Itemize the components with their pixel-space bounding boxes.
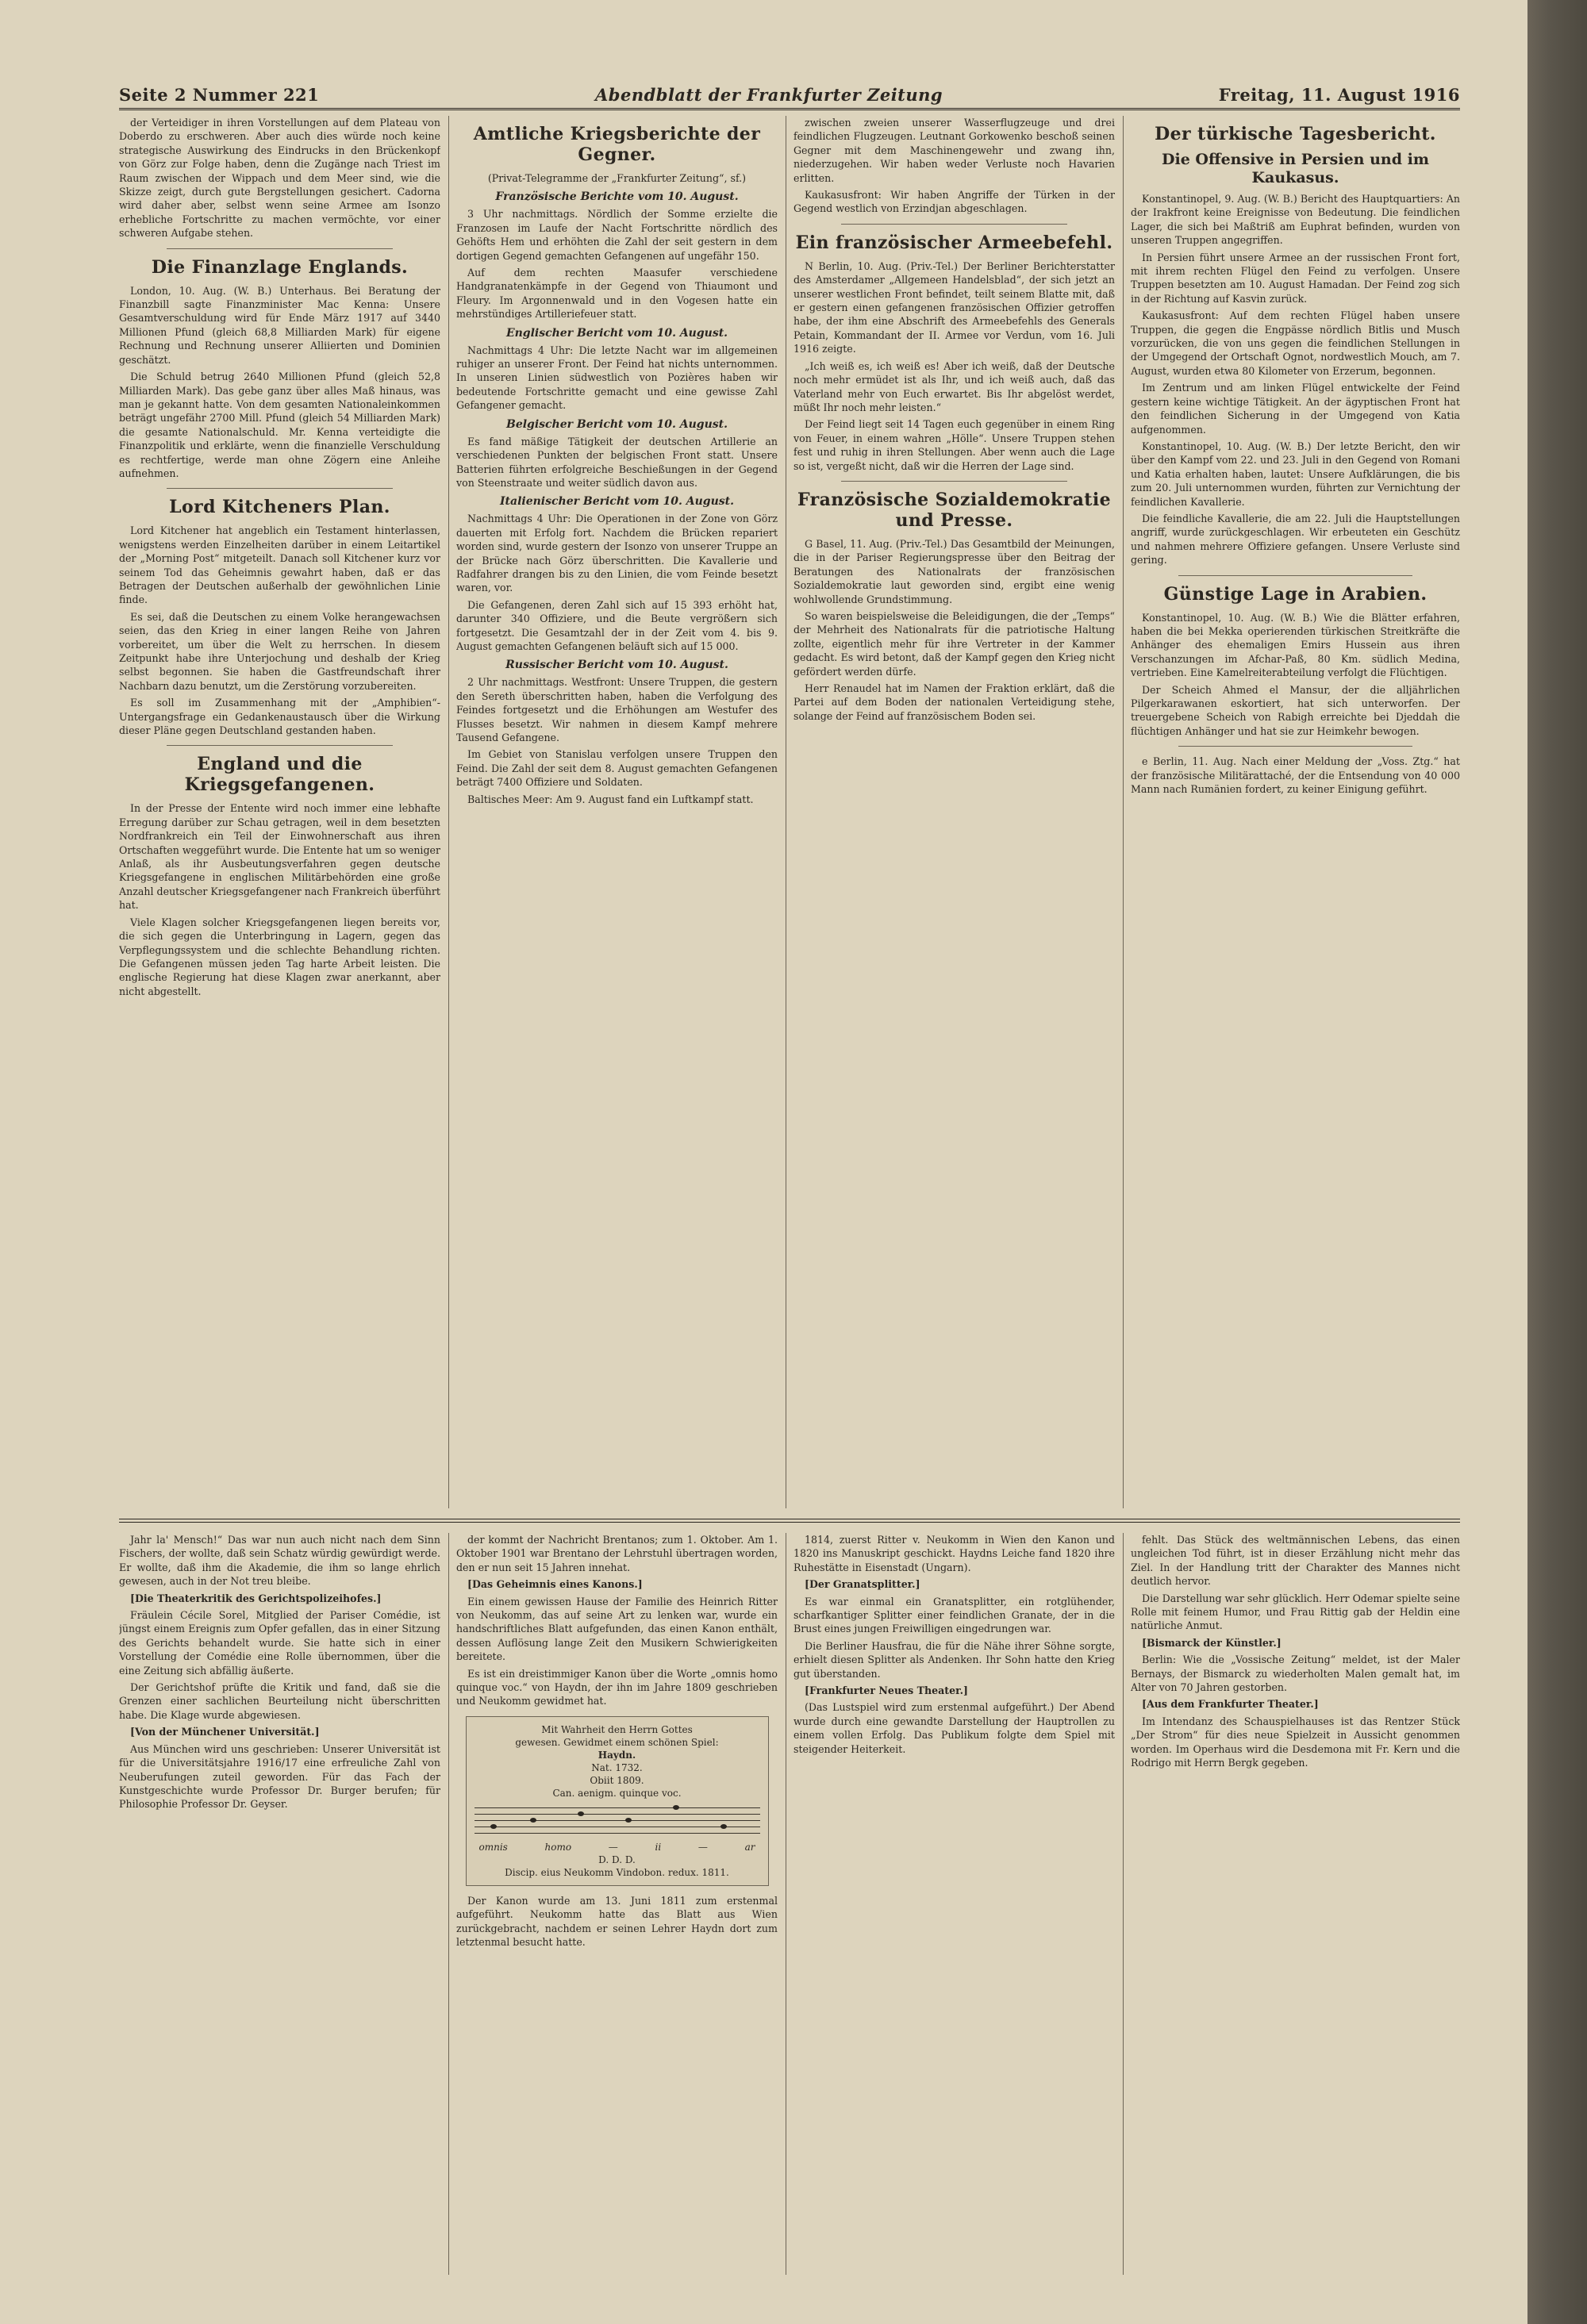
divider — [1178, 575, 1412, 576]
paragraph: Konstantinopel, 9. Aug. (W. B.) Bericht des Hauptquartiers: An der Irakfront keine Ereignisse von Bedeutung. Die feindlichen Lager, die sich bei Maßtriß am Euphrat befinden, wurden von unseren Truppen angegriffen. — [1131, 193, 1460, 247]
paragraph: In Persien führt unsere Armee an der russischen Front fort, mit ihrem rechten Flügel den Feind zu verfolgen. Unsere Truppen besetzten am 10. August Hamadan. Der Feind zog sich in der Richtung auf Kasvin zurück. — [1131, 251, 1460, 305]
paragraph: Im Zentrum und am linken Flügel entwickelte der Feind gestern keine wichtige Tätigkeit. An der ägyptischen Front hat den feindlichen Sicherung in der Umgegend von Katia aufgenommen. — [1131, 382, 1460, 436]
divider — [841, 481, 1067, 482]
lyric: homo — [544, 1841, 572, 1853]
paragraph: Aus München wird uns geschrieben: Unserer Universität ist für die Universitätsjahre 1916/17 eine erfreuliche Zahl von Neuberufungen zuteil geworden. Für das Fach der Kunstgeschichte wurde Professor Dr. Burger berufen; für Philosophie Professor Dr. Geyser. — [119, 1742, 440, 1811]
music-signature: D. D. D. — [598, 1853, 636, 1865]
section-heading-russian: Russischer Bericht vom 10. August. — [505, 659, 728, 672]
section-heading-italian: Italienischer Bericht vom 10. August. — [500, 495, 734, 509]
item-heading: [Das Geheimnis eines Kanons.] — [467, 1578, 643, 1591]
paragraph: Die Gefangenen, deren Zahl sich auf 15 393 erhöht hat, darunter 340 Offiziere, und die Beute vergrößern sich fortgesetzt. Die Gesamtzahl der in der Zeit vom 4. bis 9. August gemachten Gefangenen beläuft sich auf 15 000. — [456, 598, 778, 652]
paragraph: Ein einem gewissen Hause der Familie des Heinrich Ritter von Neukomm, das auf seine Art zu lenken war, wurde ein handschriftliches Blatt aufgefunden, das einen Kanon enthält, dessen Auflösung lange Zeit den Musikern Schwierigkeiten bereitete. — [456, 1595, 778, 1663]
paragraph — [456, 1577, 778, 1591]
paragraph: London, 10. Aug. (W. B.) Unterhaus. Bei Beratung der Finanzbill sagte Finanzminister Mac Kenna: Unsere Gesamtverschuldung wird für Ende März 1917 auf 3440 Millionen Pfund (gleich 68,8 Milliarden Mark) für eigene Rechnung und Rechnung unserer Alliierten und Dominien geschätzt. — [119, 284, 440, 366]
column-rule — [1123, 116, 1124, 1508]
paragraph: Es ist ein dreistimmiger Kanon über die Worte „omnis homo quinque voc.“ von Haydn, der ihn im Jahre 1809 geschrieben und Neukomm gewidmet hat. — [456, 1667, 778, 1707]
paragraph — [794, 1577, 1115, 1591]
headline-tuerkischer-bericht: Der türkische Tagesbericht. — [1155, 124, 1436, 144]
paragraph: Der Gerichtshof prüfte die Kritik und fand, daß sie die Grenzen einer sachlichen Beurteilung nicht überschritten habe. Die Klage wurde abgewiesen. — [119, 1681, 440, 1721]
paragraph: Baltisches Meer: Am 9. August fand ein Luftkampf statt. — [467, 793, 754, 805]
headline-finanzlage: Die Finanzlage Englands. — [151, 256, 409, 278]
music-caption-line: Nat. 1732. — [591, 1761, 643, 1773]
paragraph: Jahr la' Mensch!“ Das war nun auch nicht nach dem Sinn Fischers, der wollte, daß sein Schatz würdig gewürdigt werde. Er wollte, daß ihm die Akademie, die ihm so lange ehrlich gewesen, auch in der Not treu bleibe. — [119, 1534, 440, 1588]
music-staff — [475, 1804, 760, 1836]
column-rule — [1123, 1533, 1124, 2275]
divider — [167, 488, 393, 489]
feuilleton-column-2 — [456, 1533, 778, 2275]
column-rule — [448, 116, 449, 1508]
lyric: ii — [655, 1841, 662, 1853]
paragraph: Viele Klagen solcher Kriegsgefangenen liegen bereits vor, die sich gegen die Unterbringung in Lagern, gegen das Verpflegungssystem und die schlechte Behandlung richten. Die Gefangenen müssen jeden Tag harte Arbeit leisten. Die englische Regierung hat diese Klagen zwar anerkannt, aber nicht abgestellt. — [119, 916, 440, 997]
item-heading: [Aus dem Frankfurter Theater.] — [1142, 1698, 1319, 1711]
paragraph: Die Schuld betrug 2640 Millionen Pfund (gleich 52,8 Milliarden Mark). Das gebe ganz über alles Maß hinaus, was man je gekannt hatte. Von dem gesamten Nationaleinkommen beträgt ungefähr 2700 Mill. Pfund (gleich 54 Milliarden Mark) die gesamte Nationalschuld. Mr. Kenna verteidigte die Finanzpolitik und erklärte, wenn die finanzielle Verschuldung es rechtfertige, werde man ohne Zögern eine Anleihe aufnehmen. — [119, 371, 440, 479]
paragraph: Im Gebiet von Stanislau verfolgen unsere Truppen den Feind. Die Zahl der seit dem 8. August gemachten Gefangenen beträgt 7400 Offiziere und Soldaten. — [456, 748, 778, 789]
paragraph: Es war einmal ein Granatsplitter, ein rotglühender, scharfkantiger Splitter einer feindlichen Granate, der in die Brust eines jungen Freiwilligen eingedrungen war. — [794, 1595, 1115, 1635]
lyric: — — [697, 1841, 708, 1853]
paragraph: Die Darstellung war sehr glücklich. Herr Odemar spielte seine Rolle mit feinem Humor, und Frau Rittig gab der Heldin eine natürliche Anmut. — [1131, 1592, 1460, 1632]
paragraph: 3 Uhr nachmittags. Nördlich der Somme erzielte die Franzosen im Laufe der Nacht Fortschritte nördlich des Gehöfts Hem und erhöhten die Zahl der seit gestern in dem dortigen Gegend gemachten Gefangenen auf ungefähr 150. — [456, 208, 778, 262]
feuilleton-column-3 — [794, 1533, 1115, 2275]
paragraph — [119, 1725, 440, 1738]
masthead — [119, 81, 1460, 110]
paragraph: Die feindliche Kavallerie, die am 22. Juli die Hauptstellungen angriff, wurde zurückgeschlagen. Wir erbeuteten ein Geschütz und nahmen mehrere Offiziere gefangen. Unsere Verluste sind gering. — [1131, 512, 1460, 567]
paragraph: Nachmittags 4 Uhr: Die letzte Nacht war im allgemeinen ruhiger an unserer Front. Der Feind hat nichts unternommen. In unseren Linien südwestlich von Pozières haben wir bedeutende Fortschritte gemacht und eine gewisse Zahl Gefangener gemacht. — [456, 344, 778, 412]
divider — [841, 224, 1067, 225]
headline-sozialdemokratie: Französische Sozialdemokratie und Presse. — [797, 489, 1111, 531]
music-caption-line: Mit Wahrheit den Herrn Gottes — [541, 1723, 693, 1735]
paragraph: Auf dem rechten Maasufer verschiedene Handgranatenkämpfe in der Gegend von Thiaumont und Fleury. Im Argonnenwald und in den Vogesen hatte ein mehrstündiges Artilleriefeuer statt. — [456, 267, 778, 321]
paragraph: Herr Renaudel hat im Namen der Fraktion erklärt, daß die Partei auf dem Boden der nationalen Verteidigung stehe, solange der Feind auf französischem Boden sei. — [794, 682, 1115, 722]
paragraph: Berlin: Wie die „Vossische Zeitung“ meldet, ist der Maler Bernays, der Bismarck zu wiederholten Malen gemalt hat, im Alter von 70 Jahren gestorben. — [1131, 1654, 1460, 1694]
paragraph: fehlt. Das Stück des weltmännischen Lebens, das einen ungleichen Tod führt, ist in dieser Erzählung nicht mehr das Ziel. In der Handlung tritt der Charakter des Mannes nicht deutlich hervor. — [1131, 1534, 1460, 1588]
page-content — [119, 81, 1460, 2275]
paragraph: Lord Kitchener hat angeblich ein Testament hinterlassen, wenigstens werden Einzelheiten darüber in einem Leitartikel der „Morning Post“ mitgeteilt. Danach soll Kitchener kurz vor seinem Tod das Geheimnis gewahrt haben, daß er das Betragen der Deutschen außerhalb der gewöhnlichen Linie finde. — [119, 524, 440, 606]
paragraph: (Das Lustspiel wird zum erstenmal aufgeführt.) Der Abend wurde durch eine gewandte Darstellung der Hauptrollen zu einem vollen Erfolg. Das Publikum folgte dem Spiel mit steigender Heiterkeit. — [794, 1701, 1115, 1755]
item-heading: [Bismarck der Künstler.] — [1142, 1636, 1282, 1649]
divider — [1178, 746, 1412, 747]
headline-arabien: Günstige Lage in Arabien. — [1163, 583, 1428, 605]
headline-kriegsgefangene: England und die Kriegsgefangenen. — [184, 754, 375, 796]
headline-kriegsberichte: Amtliche Kriegsberichte der Gegner. — [473, 124, 761, 165]
paragraph: „Ich weiß es, ich weiß es! Aber ich weiß, daß der Deutsche noch mehr ermüdet ist als Ihr, und ich weiß auch, daß das Vaterland mehr von Euch erwartet. Bis Ihr abgelöst werdet, müßt Ihr noch mehr leisten.“ — [794, 359, 1115, 413]
column-1 — [119, 116, 440, 1508]
item-heading: [Von der Münchener Universität.] — [130, 1726, 320, 1738]
item-heading: [Die Theaterkritik des Gerichtspolizeihofes.] — [130, 1592, 382, 1604]
paragraph: der kommt der Nachricht Brentanos; zum 1. Oktober. Am 1. Oktober 1901 war Brentano der Lehrstuhl übertragen worden, den er nun seit 15 Jahren innehat. — [456, 1534, 778, 1573]
item-heading: [Der Granatsplitter.] — [805, 1578, 920, 1591]
scan-margin — [1527, 0, 1587, 2324]
music-canon-figure — [466, 1716, 769, 1886]
paragraph — [1131, 1636, 1460, 1650]
headline-kitchener: Lord Kitcheners Plan. — [169, 497, 390, 518]
paragraph: 2 Uhr nachmittags. Westfront: Unsere Truppen, die gestern den Sereth überschritten haben, haben die Verfolgung des Feindes fortgesetzt und die Erhöhungen am Westufer des Flusses besetzt. Wir nahmen in diesem Kampf mehrere Tausend Gefangene. — [456, 676, 778, 743]
article-continuation: zwischen zweien unserer Wasserflugzeuge und drei feindlichen Flugzeugen. Leutnant Gorkowenko beschoß seinen Gegner mit dem Maschinengewehr und zwang ihn, niederzugehen. Wir haben weder Verluste noch Havarien erlitten. — [794, 117, 1115, 184]
feuilleton-column-1 — [119, 1533, 440, 2275]
column-2 — [456, 116, 778, 1508]
paragraph: Es soll im Zusammenhang mit der „Amphibien“-Untergangsfrage ein Gedankenaustausch über die Wirkung dieser Pläne gegen Deutschland gestanden haben. — [119, 697, 440, 737]
paragraph: Konstantinopel, 10. Aug. (W. B.) Wie die Blätter erfahren, haben die bei Mekka operierenden türkischen Streitkräfte die Anhänger des ehemaligen Emirs Hussein aus ihren Verschanzungen im Afchar-Paß, 80 Km. südlich Medina, vertrieben. Eine Kamelreiterabteilung verfolgt die Flüchtigen. — [1131, 611, 1460, 679]
paragraph — [794, 1684, 1115, 1697]
paragraph: Konstantinopel, 10. Aug. (W. B.) Der letzte Bericht, den wir über den Kampf vom 22. und 23. Juli in den Gegend von Romani und Katia erhalten haben, lautet: Unsere Aufklärungen, die bis zum 20. Juli unternommen wurden, führten zur Vernichtung der feindlichen Kavallerie. — [1131, 440, 1460, 508]
paragraph: Kaukasusfront: Auf dem rechten Flügel haben unsere Truppen, die gegen die Engpässe nördlich Bitlis und Musch vorzurücken, die von uns gegen die feindlichen Stellungen in der Umgegend der Ortschaft Ognot, nordwestlich Mouch, am 7. August, wurden etwa 80 Kilometer von Erzerum, begonnen. — [1131, 309, 1460, 377]
headline-armeebefehl: Ein französischer Armeebefehl. — [795, 232, 1113, 253]
feuilleton-rule — [119, 1519, 1460, 1523]
divider — [167, 745, 393, 746]
paragraph: So waren beispielsweise die Beleidigungen, die der „Temps“ der Mehrheit des Nationalrats für die patriotische Haltung zollte, eigentlich mehr für ihre Vertreter in der Kammer gedacht. Es wird betont, daß der Kampf gegen den Krieg nicht gefördert werden dürfe. — [794, 609, 1115, 678]
paragraph: N Berlin, 10. Aug. (Priv.-Tel.) Der Berliner Berichterstatter des Amsterdamer „Allgemeen Handelsblad“, der sich jetzt an unserer westlichen Front befindet, teilt seinem Blatte mit, daß er gestern einen gefangenen französischen Offizier getroffen habe, der ihm eine Abschrift des Armeebefehls des Generals Petain, Kommandant der II. Armee vor Verdun, vom 16. Juli 1916 zeigte. — [794, 259, 1115, 355]
lyric: ar — [744, 1841, 755, 1853]
subheadline: (Privat-Telegramme der „Frankfurter Zeitung“, sf.) — [487, 172, 747, 184]
paragraph: Fräulein Cécile Sorel, Mitglied der Pariser Comédie, ist jüngst einem Ereignis zum Opfer gefallen, das in einer Sitzung des Gerichts behandelt wurde. Sie hatte sich in einer Vorstellung der Comédie eine Rolle übernommen, über die eine Zeitung sich abfällig äußerte. — [119, 1609, 440, 1677]
paragraph: Es fand mäßige Tätigkeit der deutschen Artillerie an verschiedenen Punkten der belgischen Front statt. Unsere Batterien führten erfolgreiche Beschießungen in der Gegend von Steenstraate und weiter südlich davon aus. — [456, 435, 778, 489]
paragraph — [1131, 1697, 1460, 1711]
paragraph: Die Berliner Hausfrau, die für die Nähe ihrer Söhne sorgte, erhielt diesen Splitter als Andenken. Ihr Sohn hatte den Krieg gut überstanden. — [794, 1639, 1115, 1680]
paragraph: Kaukasusfront: Wir haben Angriffe der Türken in der Gegend westlich von Erzindjan abgeschlagen. — [794, 189, 1115, 215]
masthead-title: Abendblatt der Frankfurter Zeitung — [594, 85, 943, 105]
paragraph: Nachmittags 4 Uhr: Die Operationen in der Zone von Görz dauerten mit Erfolg fort. Nachdem die Brücken repariert worden sind, wurde gestern der Isonzo von unserer Truppe an der Brücke nach Görz überschritten. Die Kavallerie und Radfahrer drangen bis zu den Linien, die vom Feinde besetzt waren, vor. — [456, 513, 778, 594]
music-caption-line: gewesen. Gewidmet einem schönen Spiel: — [515, 1736, 719, 1748]
column-4 — [1131, 116, 1460, 1508]
paragraph: Der Scheich Ahmed el Mansur, der die alljährlichen Pilgerkarawanen eskortiert, hat sich unterworfen. Der treuergebene Scheich von Rabigh erreichte bei Djeddah die flüchtigen Anhänger und hat sie zur Heimkehr bewogen. — [1131, 683, 1460, 737]
feuilleton-column-4 — [1131, 1533, 1460, 2275]
music-composer: Haydn. — [598, 1749, 636, 1761]
paragraph: G Basel, 11. Aug. (Priv.-Tel.) Das Gesamtbild der Meinungen, die in der Pariser Regierungspresse über den Beitrag der Beratungen des Nationalrats der französischen Sozialdemokratie laut geworden sind, ergibt eine wenig wohlwollende Grundstimmung. — [794, 537, 1115, 605]
masthead-date: Freitag, 11. August 1916 — [1218, 85, 1460, 105]
column-3 — [794, 116, 1115, 1508]
music-caption-line: Can. aenigm. quinque voc. — [552, 1787, 682, 1799]
item-heading: [Frankfurter Neues Theater.] — [805, 1684, 968, 1697]
music-caption-line: Obiit 1809. — [590, 1774, 644, 1786]
divider — [167, 248, 393, 249]
article-continuation: der Verteidiger in ihren Vorstellungen auf dem Plateau von Doberdo zu erschweren. Aber auch dies würde noch keine strategische Auswirkung des Eindrucks in den Brückenkopf von Görz zur Folge haben, denn die Zugänge nach Triest im Raum zwischen der Wippach und dem Meer sind, wie die Skizze zeigt, durch gute Bergstellungen gesichert. Cadorna wird daher aber, selbst wenn seine Armee am Isonzo erhebliche Fortschritte zu machen vermöchte, vor einer schweren Aufgabe stehen. — [119, 117, 440, 240]
music-signature: Discip. eius Neukomm Vindobon. redux. 1811. — [505, 1866, 729, 1878]
lyric: omnis — [478, 1841, 508, 1853]
paragraph: e Berlin, 11. Aug. Nach einer Meldung der „Voss. Ztg.“ hat der französische Militärattaché, der die Entsendung von 40 000 Mann nach Rumänien fordert, zu keiner Einigung geführt. — [1131, 755, 1460, 796]
paragraph: 1814, zuerst Ritter v. Neukomm in Wien den Kanon und 1820 ins Manuskript geschickt. Haydns Leiche fand 1820 ihre Ruhestätte in Eisenstadt (Ungarn). — [794, 1534, 1115, 1573]
masthead-page-number: Seite 2 Nummer 221 — [119, 85, 320, 105]
column-rule — [448, 1533, 449, 2275]
paragraph: Der Kanon wurde am 13. Juni 1811 zum erstenmal aufgeführt. Neukomm hatte das Blatt aus Wien zurückgebracht, nachdem er seinen Lehrer Haydn dort zum letztenmal besucht hatte. — [456, 1894, 778, 1949]
paragraph: Im Intendanz des Schauspielhauses ist das Rentzer Stück „Der Strom“ für dies neue Spielzeit in Aussicht genommen worden. Im Operhaus wird die Desdemona mit Fr. Kern und die Rodrigo mit Herrn Bergk gegeben. — [1131, 1715, 1460, 1769]
paragraph: In der Presse der Entente wird noch immer eine lebhafte Erregung darüber zur Schau getragen, weil in dem besetzten Nordfrankreich ein Teil der Einwohnerschaft aus ihren Ortschaften weggeführt wurde. Die Entente hat um so weniger Anlaß, als ihr Ausbeutungsverfahren gegen deutsche Kriegsgefangene in englischen Militärbehörden eine große Anzahl deutscher Kriegsgefangener nach Frankreich überführt hat. — [119, 802, 440, 912]
subheadline-offensive: Die Offensive in Persien und im Kaukasus. — [1162, 151, 1429, 186]
lyric: — — [608, 1841, 618, 1853]
section-heading-french: Französische Berichte vom 10. August. — [495, 190, 739, 204]
paragraph: Es sei, daß die Deutschen zu einem Volke herangewachsen seien, das den Krieg in einer langen Reihe von Jahren vorbereitet, um über die Welt zu herrschen. In diesem Zeitpunkt habe ihre Unterjochung und deshalb der Krieg selbst begonnen. Sie haben die Gastfreundschaft ihrer Nachbarn dazu benutzt, um die Zerstörung vorzubereiten. — [119, 610, 440, 692]
section-heading-english: Englischer Bericht vom 10. August. — [505, 326, 728, 340]
paragraph: Der Feind liegt seit 14 Tagen euch gegenüber in einem Ring von Feuer, in einem wahren „Hölle“. Unsere Truppen stehen fest und ruhig in ihren Stellungen. Aber wenn auch die Lage so ist, vergeßt nicht, daß wir die Herren der Lage sind. — [794, 418, 1115, 472]
paragraph — [119, 1592, 440, 1605]
section-heading-belgian: Belgischer Bericht vom 10. August. — [505, 417, 728, 431]
music-lyrics — [475, 1841, 760, 1853]
